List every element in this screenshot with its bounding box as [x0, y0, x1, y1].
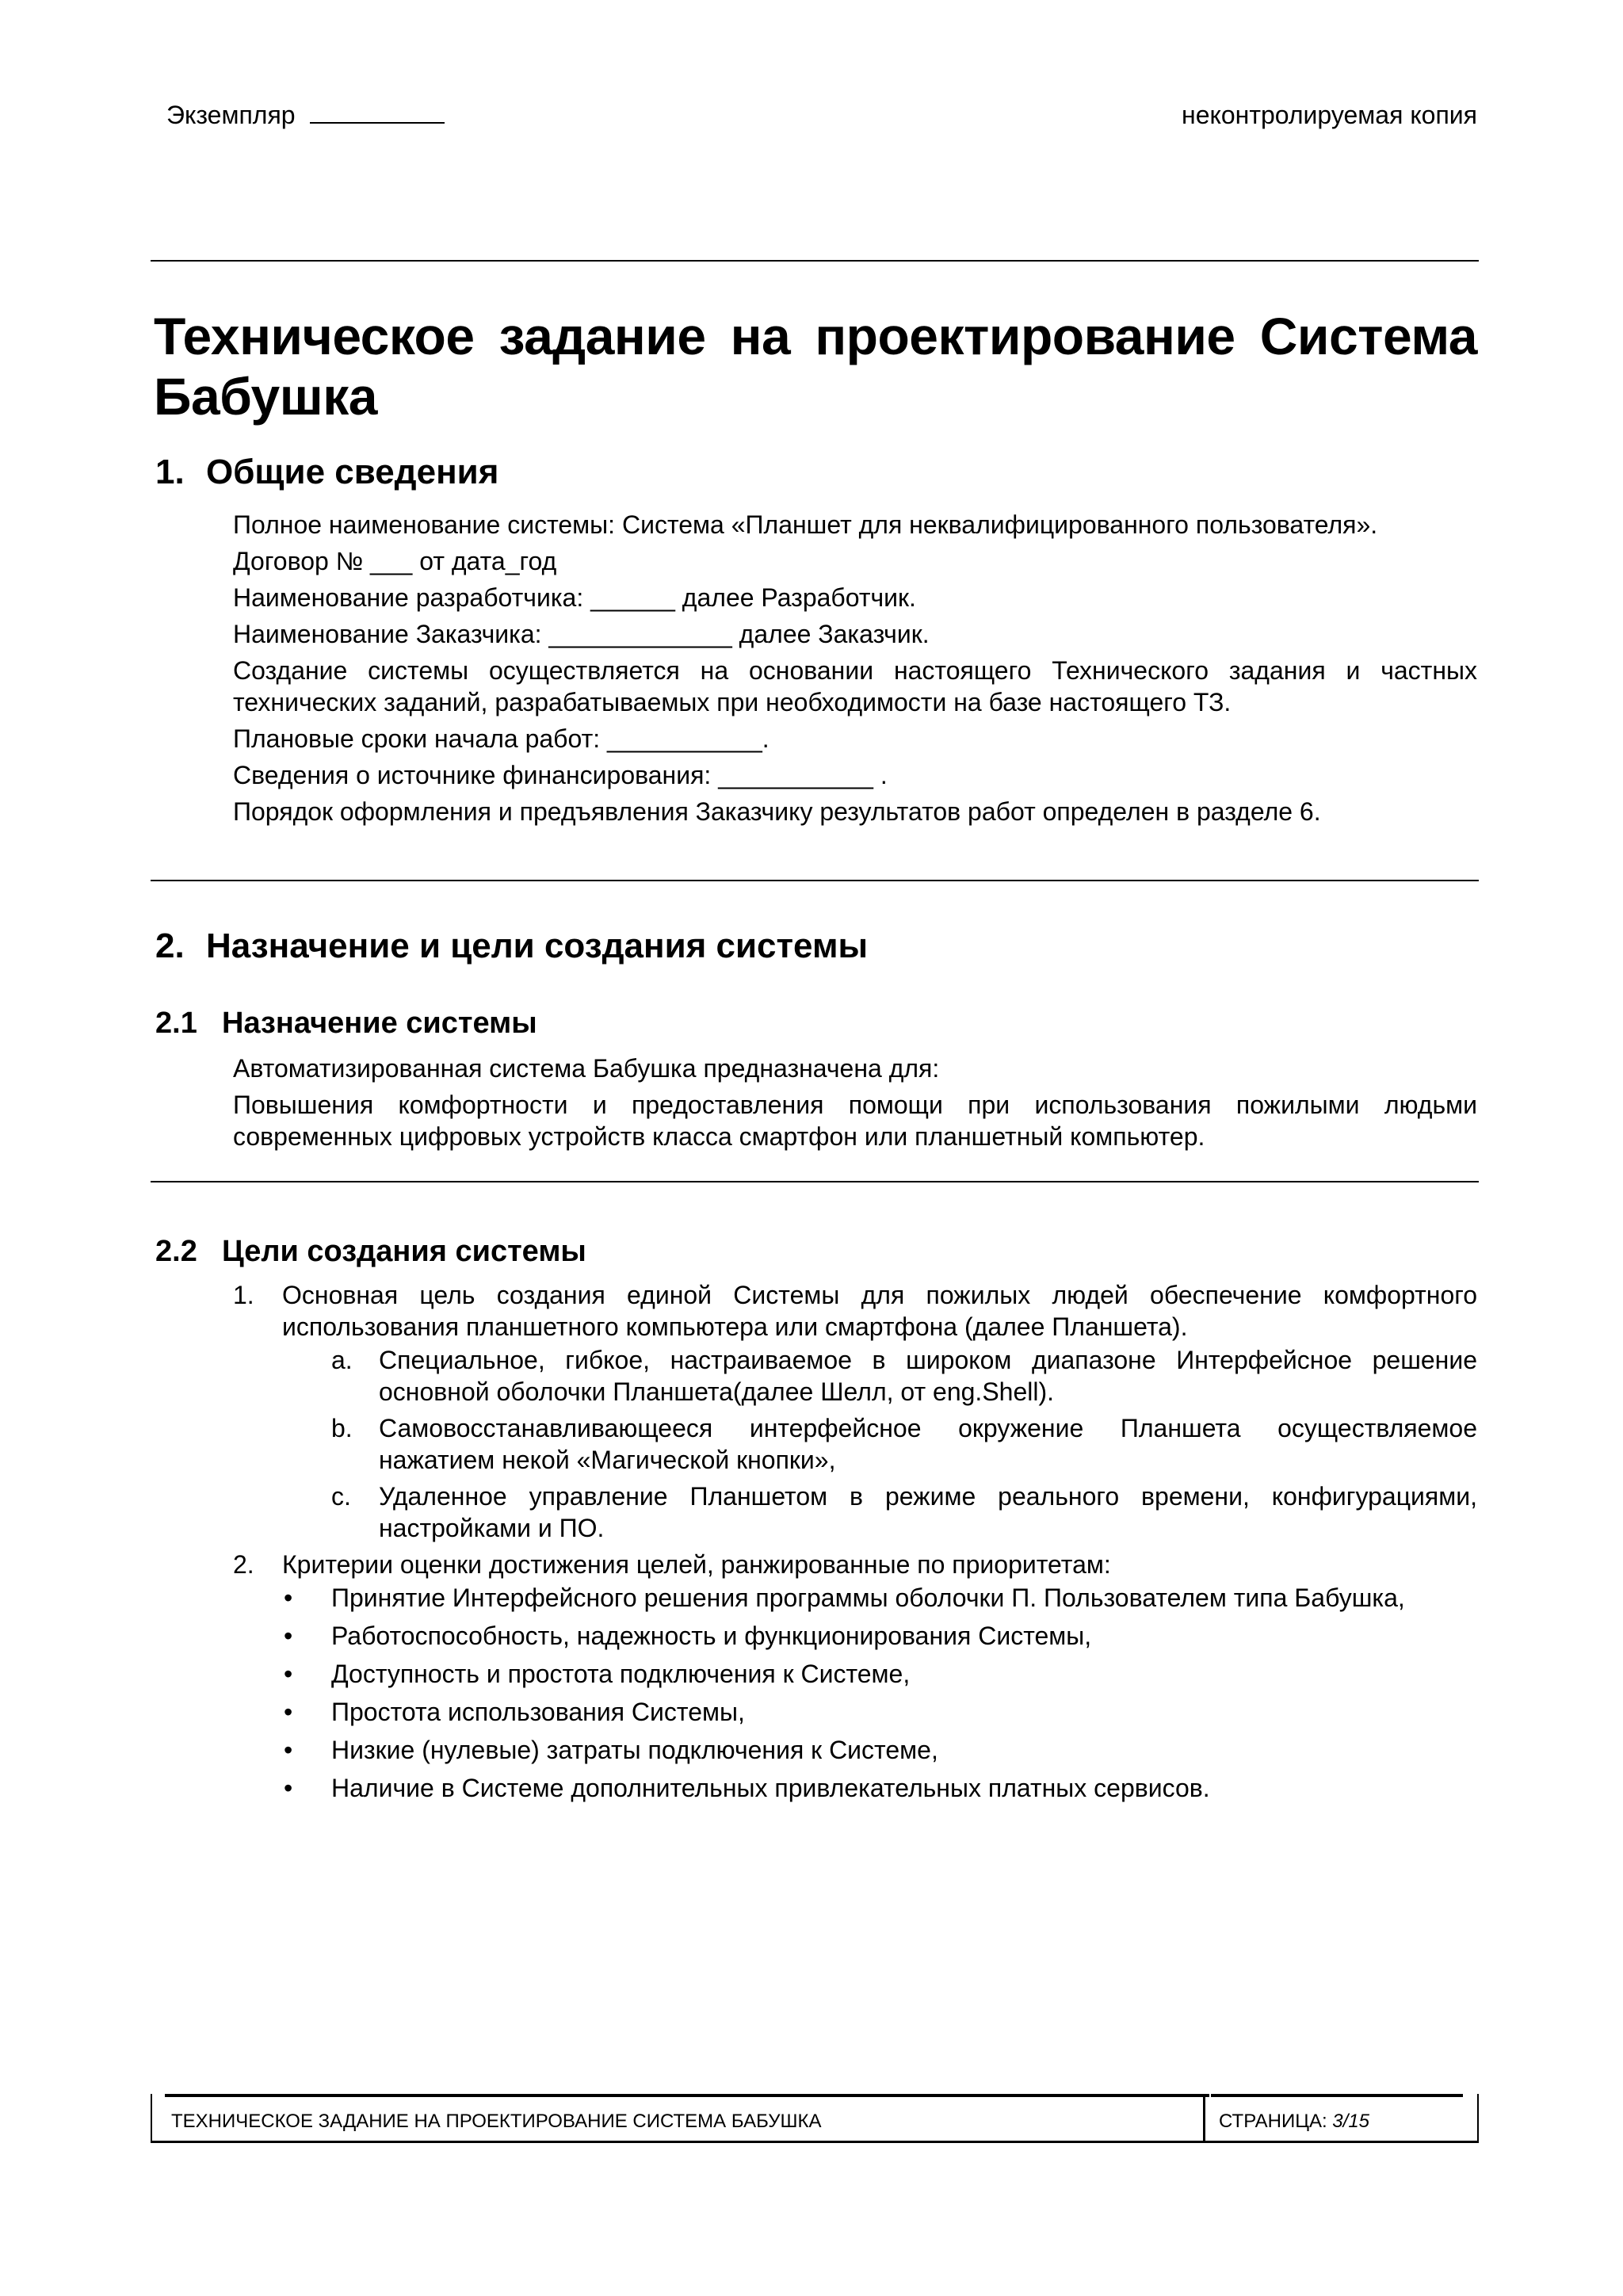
list-item-text: Критерии оценки достижения целей, ранжированные по приоритетам: [282, 1550, 1111, 1579]
list-item-text: Низкие (нулевые) затраты подключения к Системе, [331, 1736, 938, 1764]
copy-label: Экземпляр [166, 101, 296, 129]
paragraph: Порядок оформления и предъявления Заказчику результатов работ определен в разделе 6. [233, 797, 1321, 826]
section-2-heading [155, 926, 868, 967]
list-item-text: Работоспособность, надежность и функционирования Системы, [331, 1622, 1092, 1650]
bullet-item [282, 1734, 1477, 1766]
page-label: СТРАНИЦА: [1219, 2111, 1327, 2132]
bullet-item [282, 1620, 1477, 1652]
footer-page-number [1219, 2110, 1369, 2134]
section-1-number: 1. [155, 453, 185, 491]
list-marker: a. [331, 1346, 353, 1374]
bullet-item [282, 1582, 1477, 1614]
header-rule [151, 260, 1479, 262]
list-item-text: Принятие Интерфейсного решения программы оболочки П. Пользователем типа Бабушка, [331, 1584, 1405, 1612]
paragraph: Полное наименование системы: Система «Планшет для неквалифицированного пользователя». [233, 510, 1378, 539]
paragraph: Повышения комфортности и предоставления помощи при использования пожилыми людьми современных цифровых устройств класса смартфон или планшетный компьютер. [233, 1091, 1477, 1151]
paragraph: Договор № ___ от дата_год [233, 547, 557, 575]
footer-divider [1203, 2094, 1205, 2141]
list-marker: 1. [233, 1281, 254, 1309]
bullet-item [282, 1772, 1477, 1804]
bullet-icon: • [284, 1736, 293, 1764]
section-2-1-body [233, 1052, 1477, 1157]
footer-top-rule [165, 2094, 1209, 2097]
list-item-text: Доступность и простота подключения к Системе, [331, 1660, 911, 1688]
paragraph: Плановые сроки начала работ: ___________. [233, 724, 769, 753]
bullet-item [282, 1658, 1477, 1690]
list-marker: c. [331, 1482, 351, 1511]
list-item-text: Наличие в Системе дополнительных привлекательных платных сервисов. [331, 1774, 1210, 1802]
bullet-icon: • [284, 1584, 293, 1612]
section-1-title: Общие сведения [206, 453, 499, 491]
document-title: Техническое задание на проектирование Система Бабушка [154, 307, 1477, 426]
sub-list-item [331, 1412, 1477, 1476]
section-2-1-number: 2.1 [155, 1007, 197, 1040]
bullet-icon: • [284, 1622, 293, 1650]
paragraph: Создание системы осуществляется на основании настоящего Технического задания и частных технических заданий, разрабатываемых при необходимости на базе настоящего ТЗ. [233, 656, 1477, 716]
section-2-2-number: 2.2 [155, 1235, 197, 1268]
bullet-icon: • [284, 1660, 293, 1688]
bullet-icon: • [284, 1698, 293, 1726]
paragraph: Автоматизированная система Бабушка предназначена для: [233, 1054, 940, 1083]
section-2-number: 2. [155, 926, 185, 965]
list-item [233, 1279, 1477, 1343]
section-2-2-heading [155, 1233, 586, 1270]
section-2-2-title: Цели создания системы [222, 1235, 586, 1268]
list-marker: b. [331, 1414, 353, 1442]
bullet-icon: • [284, 1774, 293, 1802]
copy-field [166, 100, 445, 130]
list-marker: 2. [233, 1550, 254, 1579]
list-item [233, 1549, 1477, 1580]
section-2-title: Назначение и цели создания системы [206, 926, 869, 965]
list-item-text: Специальное, гибкое, настраиваемое в широком диапазоне Интерфейсное решение основной оболочки Планшета(далее Шелл, от eng.Shell). [379, 1346, 1477, 1406]
paragraph: Наименование Заказчика: _____________ далее Заказчик. [233, 620, 930, 648]
footer-doc-title: ТЕХНИЧЕСКОЕ ЗАДАНИЕ НА ПРОЕКТИРОВАНИЕ СИСТЕМА БАБУШКА [171, 2111, 822, 2132]
footer-top-rule [1211, 2094, 1463, 2097]
copy-number-blank [310, 105, 445, 124]
section-1-body [233, 509, 1477, 832]
section-1-heading [155, 452, 498, 493]
page-value: 3/15 [1332, 2111, 1370, 2132]
paragraph: Наименование разработчика: ______ далее Разработчик. [233, 583, 916, 612]
list-item-text: Простота использования Системы, [331, 1698, 745, 1726]
bullet-item [282, 1696, 1477, 1728]
section-divider [151, 1181, 1479, 1182]
list-item-text: Самовосстанавливающееся интерфейсное окружение Планшета осуществляемое нажатием некой «Магической кнопки», [379, 1414, 1477, 1474]
sub-list-item [331, 1480, 1477, 1544]
page-footer [151, 2094, 1479, 2143]
section-2-1-heading [155, 1005, 537, 1041]
uncontrolled-copy-label: неконтролируемая копия [1182, 101, 1477, 129]
section-2-1-title: Назначение системы [222, 1007, 537, 1040]
paragraph: Сведения о источнике финансирования: ___________ . [233, 761, 888, 789]
list-item-text: Удаленное управление Планшетом в режиме реального времени, конфигурациями, настройками и ПО. [379, 1482, 1477, 1542]
list-item-text: Основная цель создания единой Системы для пожилых людей обеспечение комфортного использования планшетного компьютера или смартфона (далее Планшета). [282, 1281, 1477, 1341]
sub-list-item [331, 1344, 1477, 1408]
section-divider [151, 880, 1479, 881]
goals-list [233, 1279, 1477, 1810]
